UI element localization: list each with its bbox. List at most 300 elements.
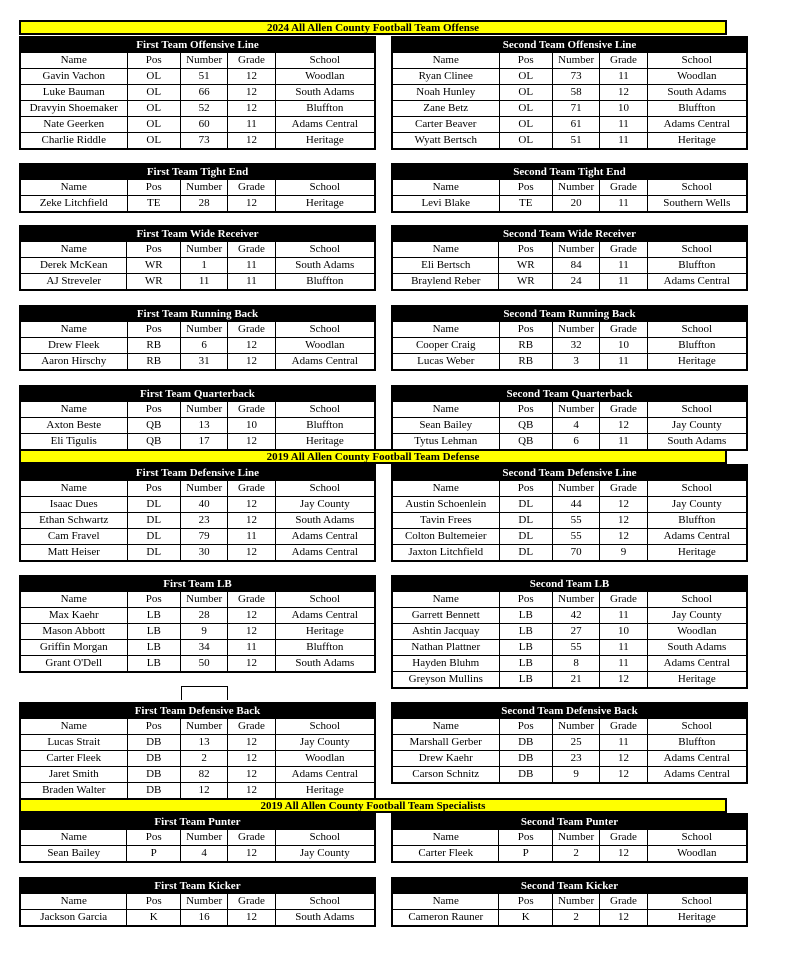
school: South Adams	[275, 513, 375, 529]
column-header: School	[275, 830, 375, 846]
grade: 11	[228, 274, 275, 291]
table-title: First Team Wide Receiver	[20, 226, 375, 242]
column-header: Number	[181, 481, 228, 497]
grade: 11	[600, 117, 647, 133]
jersey-number: 28	[181, 196, 228, 213]
column-header: Name	[392, 830, 499, 846]
position: DB	[499, 751, 553, 767]
first-team-kicker-table	[19, 877, 376, 927]
table-row	[392, 258, 747, 274]
grade: 12	[228, 735, 275, 751]
column-header: Pos	[499, 180, 553, 196]
offense-banner: 2024 All Allen County Football Team Offense	[19, 20, 727, 35]
player-name: Greyson Mullins	[392, 672, 499, 689]
jersey-number: 55	[553, 640, 600, 656]
player-name: Braylend Reber	[392, 274, 499, 291]
jersey-number: 17	[181, 434, 228, 451]
column-header: Name	[20, 719, 127, 735]
school: Adams Central	[647, 274, 747, 291]
grade: 12	[228, 513, 275, 529]
first-team-quarterback-table	[19, 385, 376, 451]
grade: 12	[228, 434, 275, 451]
player-name: Levi Blake	[392, 196, 499, 213]
column-header-row	[392, 53, 747, 69]
table-row	[20, 85, 375, 101]
jersey-number: 24	[552, 274, 599, 291]
table-row	[20, 418, 375, 434]
school: Heritage	[275, 196, 375, 213]
column-header: Pos	[127, 322, 181, 338]
player-name: Gavin Vachon	[20, 69, 127, 85]
column-header: Pos	[499, 481, 553, 497]
column-header: Grade	[228, 894, 275, 910]
grade: 12	[228, 69, 275, 85]
school: Jay County	[647, 497, 747, 513]
jersey-number: 84	[552, 258, 599, 274]
player-name: Ryan Clinee	[392, 69, 499, 85]
school: South Adams	[275, 258, 375, 274]
player-name: Carson Schnitz	[392, 767, 499, 784]
position: LB	[127, 656, 181, 673]
table-row	[20, 545, 375, 562]
jersey-number: 28	[181, 608, 228, 624]
school: Jay County	[275, 497, 375, 513]
position: WR	[499, 274, 552, 291]
jersey-number: 60	[181, 117, 228, 133]
school: Heritage	[647, 354, 747, 371]
column-header-row	[20, 894, 375, 910]
school: Bluffton	[647, 101, 747, 117]
column-header-row	[20, 53, 375, 69]
column-header: Number	[553, 402, 600, 418]
column-header: Name	[20, 53, 127, 69]
grade: 12	[228, 624, 275, 640]
school: South Adams	[647, 640, 747, 656]
grade: 12	[600, 529, 647, 545]
position: OL	[127, 101, 181, 117]
player-name: Zeke Litchfield	[20, 196, 127, 213]
jersey-number: 82	[181, 767, 228, 783]
grade: 12	[600, 910, 647, 927]
player-name: Garrett Bennett	[392, 608, 499, 624]
column-header: Pos	[127, 894, 180, 910]
table-row	[20, 117, 375, 133]
column-header: Grade	[600, 180, 647, 196]
table-title: Second Team Punter	[392, 814, 747, 830]
column-header: School	[647, 322, 747, 338]
table-row	[20, 497, 375, 513]
grade: 12	[600, 513, 647, 529]
player-name: Eli Tigulis	[20, 434, 127, 451]
table-title: Second Team Quarterback	[392, 386, 747, 402]
position: WR	[127, 274, 180, 291]
table-title: Second Team Kicker	[392, 878, 747, 894]
table-title: First Team Quarterback	[20, 386, 375, 402]
column-header-row	[392, 322, 747, 338]
column-header: School	[275, 53, 375, 69]
column-header: Pos	[127, 402, 181, 418]
player-name: Ethan Schwartz	[20, 513, 127, 529]
position: OL	[127, 117, 181, 133]
column-header-row	[20, 830, 375, 846]
grade: 9	[600, 545, 647, 562]
school: Southern Wells	[647, 196, 747, 213]
school: Heritage	[275, 133, 375, 150]
jersey-number: 66	[181, 85, 228, 101]
grade: 12	[228, 751, 275, 767]
column-header: Name	[392, 894, 499, 910]
column-header-row	[20, 322, 375, 338]
column-header: Number	[181, 53, 228, 69]
column-header: Number	[181, 180, 228, 196]
column-header: School	[275, 719, 375, 735]
table-row	[20, 910, 375, 927]
first-team-wide-receiver-table	[19, 225, 376, 291]
player-name: Wyatt Bertsch	[392, 133, 499, 150]
school: Bluffton	[647, 338, 747, 354]
column-header: Number	[553, 180, 600, 196]
jersey-number: 31	[181, 354, 228, 371]
column-header-row	[20, 402, 375, 418]
school: Woodlan	[275, 751, 375, 767]
player-name: Carter Fleek	[20, 751, 127, 767]
column-header: Grade	[600, 242, 647, 258]
jersey-number: 20	[553, 196, 600, 213]
school: Adams Central	[275, 354, 375, 371]
grade: 10	[228, 418, 275, 434]
jersey-number: 27	[553, 624, 600, 640]
column-header: Pos	[499, 402, 553, 418]
column-header: Name	[392, 322, 499, 338]
second-team-punter-table	[391, 813, 748, 863]
jersey-number: 6	[181, 338, 228, 354]
jersey-number: 52	[181, 101, 228, 117]
position: OL	[499, 69, 553, 85]
column-header: Number	[180, 242, 227, 258]
column-header: Number	[181, 592, 228, 608]
grade: 12	[228, 910, 275, 927]
position: LB	[499, 624, 553, 640]
jersey-number: 16	[180, 910, 227, 927]
position: DL	[127, 513, 181, 529]
grade: 11	[600, 656, 647, 672]
table-row	[20, 338, 375, 354]
column-header-row	[20, 481, 375, 497]
table-row	[392, 133, 747, 150]
school: Jay County	[647, 608, 747, 624]
table-title: First Team Tight End	[20, 164, 375, 180]
column-header: Grade	[600, 592, 647, 608]
player-name: Cameron Rauner	[392, 910, 499, 927]
table-row	[20, 354, 375, 371]
column-header: Pos	[499, 242, 552, 258]
column-header: Grade	[228, 402, 275, 418]
table-row	[392, 656, 747, 672]
column-header-row	[20, 180, 375, 196]
grade: 11	[228, 529, 275, 545]
jersey-number: 23	[553, 751, 600, 767]
position: LB	[127, 624, 181, 640]
table-row	[392, 101, 747, 117]
position: LB	[127, 608, 181, 624]
table-title: Second Team Defensive Line	[392, 465, 747, 481]
jersey-number: 44	[553, 497, 600, 513]
jersey-number: 2	[552, 910, 599, 927]
jersey-number: 2	[181, 751, 228, 767]
column-header: Grade	[228, 592, 275, 608]
first-team-tight-end-table	[19, 163, 376, 213]
jersey-number: 40	[181, 497, 228, 513]
position: P	[499, 846, 552, 863]
column-header: Number	[181, 719, 228, 735]
grade: 11	[600, 274, 647, 291]
school: Bluffton	[275, 274, 375, 291]
column-header: Name	[20, 481, 127, 497]
column-header-row	[392, 481, 747, 497]
column-header-row	[20, 719, 375, 735]
column-header: Pos	[127, 242, 180, 258]
school: Adams Central	[647, 117, 747, 133]
school: Bluffton	[275, 418, 375, 434]
grade: 12	[228, 767, 275, 783]
school: Adams Central	[275, 608, 375, 624]
column-header: Name	[20, 830, 127, 846]
school: Jay County	[275, 846, 375, 863]
player-name: Lucas Strait	[20, 735, 127, 751]
column-header-row	[392, 894, 747, 910]
table-row	[20, 656, 375, 673]
grade: 12	[600, 672, 647, 689]
table-title: Second Team LB	[392, 576, 747, 592]
jersey-number: 34	[181, 640, 228, 656]
table-row	[20, 274, 375, 291]
second-team-tight-end-table	[391, 163, 748, 213]
column-header-row	[392, 402, 747, 418]
jersey-number: 4	[553, 418, 600, 434]
grade: 12	[600, 751, 647, 767]
table-row	[20, 624, 375, 640]
grade: 12	[228, 85, 275, 101]
school: South Adams	[647, 85, 747, 101]
school: Adams Central	[275, 767, 375, 783]
table-row	[392, 497, 747, 513]
first-team-punter-table	[19, 813, 376, 863]
jersey-number: 6	[553, 434, 600, 451]
column-header: Pos	[127, 53, 181, 69]
player-name: Max Kaehr	[20, 608, 127, 624]
grade: 12	[228, 497, 275, 513]
jersey-number: 11	[180, 274, 227, 291]
position: DB	[127, 751, 181, 767]
player-name: Cam Fravel	[20, 529, 127, 545]
position: LB	[127, 640, 181, 656]
table-title: First Team Defensive Back	[20, 703, 375, 719]
school: Adams Central	[647, 529, 747, 545]
empty-cell-box	[181, 686, 228, 700]
second-team-running-back-table	[391, 305, 748, 371]
column-header: Number	[552, 894, 599, 910]
grade: 11	[600, 133, 647, 150]
column-header: School	[647, 53, 747, 69]
jersey-number: 61	[553, 117, 600, 133]
defense-banner: 2019 All Allen County Football Team Defense	[19, 449, 727, 464]
grade: 12	[600, 418, 647, 434]
jersey-number: 4	[180, 846, 227, 863]
position: DB	[499, 767, 553, 784]
column-header: School	[647, 894, 747, 910]
player-name: Hayden Bluhm	[392, 656, 499, 672]
player-name: Zane Betz	[392, 101, 499, 117]
column-header: Grade	[228, 322, 275, 338]
grade: 11	[228, 117, 275, 133]
player-name: Drew Kaehr	[392, 751, 499, 767]
first-team-lb-table	[19, 575, 376, 673]
table-row	[20, 196, 375, 213]
player-name: Sean Bailey	[392, 418, 499, 434]
school: South Adams	[275, 656, 375, 673]
grade: 10	[600, 101, 647, 117]
column-header: Grade	[600, 481, 647, 497]
column-header: Grade	[228, 242, 275, 258]
position: DL	[127, 497, 181, 513]
player-name: Tavin Frees	[392, 513, 499, 529]
player-name: AJ Streveler	[20, 274, 127, 291]
grade: 12	[600, 497, 647, 513]
column-header-row	[392, 719, 747, 735]
jersey-number: 9	[553, 767, 600, 784]
column-header-row	[392, 180, 747, 196]
grade: 11	[600, 354, 647, 371]
specialists-banner: 2019 All Allen County Football Team Specialists	[19, 798, 727, 813]
position: DB	[499, 735, 553, 751]
grade: 12	[228, 101, 275, 117]
position: WR	[127, 258, 180, 274]
table-row	[392, 274, 747, 291]
column-header: Name	[392, 402, 499, 418]
player-name: Derek McKean	[20, 258, 127, 274]
column-header: School	[275, 242, 375, 258]
school: Woodlan	[275, 69, 375, 85]
table-row	[20, 608, 375, 624]
position: QB	[499, 434, 553, 451]
school: Adams Central	[647, 751, 747, 767]
player-name: Lucas Weber	[392, 354, 499, 371]
column-header: Name	[392, 481, 499, 497]
grade: 12	[600, 846, 647, 863]
column-header: School	[647, 180, 747, 196]
column-header: School	[275, 894, 375, 910]
table-row	[392, 767, 747, 784]
column-header: Name	[20, 402, 127, 418]
position: DL	[127, 529, 181, 545]
grade: 11	[600, 640, 647, 656]
position: DL	[499, 497, 553, 513]
table-row	[20, 258, 375, 274]
player-name: Aaron Hirschy	[20, 354, 127, 371]
column-header: Name	[20, 242, 127, 258]
table-title: Second Team Wide Receiver	[392, 226, 747, 242]
position: OL	[127, 69, 181, 85]
table-row	[20, 133, 375, 150]
player-name: Ashtin Jacquay	[392, 624, 499, 640]
grade: 12	[228, 338, 275, 354]
column-header: Pos	[127, 830, 180, 846]
player-name: Cooper Craig	[392, 338, 499, 354]
position: K	[499, 910, 552, 927]
school: Woodlan	[275, 338, 375, 354]
player-name: Austin Schoenlein	[392, 497, 499, 513]
table-row	[20, 434, 375, 451]
school: South Adams	[647, 434, 747, 451]
jersey-number: 71	[553, 101, 600, 117]
jersey-number: 51	[181, 69, 228, 85]
jersey-number: 13	[181, 735, 228, 751]
column-header: School	[275, 592, 375, 608]
first-team-offensive-line-table	[19, 36, 376, 150]
position: DB	[127, 735, 181, 751]
table-row	[20, 783, 375, 800]
position: LB	[499, 656, 553, 672]
school: Heritage	[647, 672, 747, 689]
column-header: Number	[553, 481, 600, 497]
grade: 10	[600, 338, 647, 354]
position: DL	[127, 545, 181, 562]
table-title: First Team Running Back	[20, 306, 375, 322]
jersey-number: 8	[553, 656, 600, 672]
school: Heritage	[275, 434, 375, 451]
column-header: Grade	[228, 53, 275, 69]
table-row	[392, 846, 747, 863]
position: OL	[499, 101, 553, 117]
position: WR	[499, 258, 552, 274]
column-header: Grade	[228, 830, 275, 846]
position: RB	[127, 354, 181, 371]
table-row	[392, 640, 747, 656]
column-header: Grade	[228, 481, 275, 497]
table-title: Second Team Tight End	[392, 164, 747, 180]
jersey-number: 3	[553, 354, 600, 371]
position: OL	[499, 133, 553, 150]
player-name: Marshall Gerber	[392, 735, 499, 751]
table-row	[20, 640, 375, 656]
school: Bluffton	[647, 735, 747, 751]
table-row	[392, 624, 747, 640]
second-team-offensive-line-table	[391, 36, 748, 150]
second-team-wide-receiver-table	[391, 225, 748, 291]
school: Bluffton	[275, 101, 375, 117]
jersey-number: 1	[180, 258, 227, 274]
position: QB	[127, 418, 181, 434]
position: K	[127, 910, 180, 927]
position: TE	[499, 196, 553, 213]
column-header: Name	[392, 242, 499, 258]
jersey-number: 9	[181, 624, 228, 640]
position: QB	[127, 434, 181, 451]
column-header: Number	[181, 322, 228, 338]
column-header: Grade	[600, 830, 647, 846]
column-header: School	[275, 322, 375, 338]
player-name: Nate Geerken	[20, 117, 127, 133]
column-header: Name	[20, 180, 127, 196]
column-header: Number	[180, 894, 227, 910]
grade: 12	[228, 846, 275, 863]
table-title: Second Team Defensive Back	[392, 703, 747, 719]
column-header: Grade	[600, 719, 647, 735]
jersey-number: 25	[553, 735, 600, 751]
column-header: School	[647, 402, 747, 418]
jersey-number: 73	[553, 69, 600, 85]
player-name: Griffin Morgan	[20, 640, 127, 656]
